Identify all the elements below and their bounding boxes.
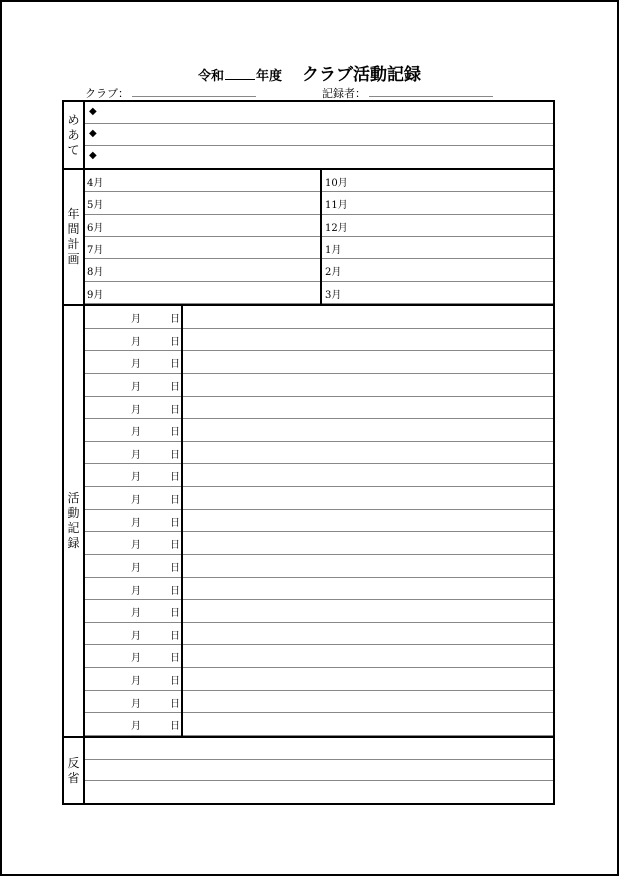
reflection-label — [64, 738, 85, 803]
plan-month-right[interactable]: 1月 — [325, 245, 342, 256]
plan-month-left[interactable]: 9月 — [87, 289, 104, 301]
activity-row[interactable] — [85, 442, 553, 465]
plan-month-left[interactable]: 7月 — [87, 245, 104, 256]
annual-plan-section — [62, 168, 555, 306]
day-label: 日 — [170, 562, 180, 574]
section-label-char: め — [67, 112, 80, 127]
goal-row[interactable] — [85, 124, 553, 146]
month-label: 月 — [131, 381, 141, 393]
annual-plan-rows — [85, 170, 553, 304]
month-label: 月 — [131, 359, 141, 371]
activity-row[interactable] — [85, 691, 553, 714]
section-label-char: 動 — [67, 506, 80, 520]
plan-row — [85, 215, 553, 237]
diamond-bullet-icon: ◆ — [89, 128, 97, 139]
activity-row[interactable] — [85, 487, 553, 510]
day-label: 日 — [170, 381, 180, 393]
month-label: 月 — [131, 540, 141, 552]
month-label: 月 — [131, 585, 141, 597]
day-label: 日 — [170, 314, 180, 325]
activity-row[interactable] — [85, 532, 553, 555]
section-label-char: 画 — [67, 252, 80, 266]
day-label: 日 — [170, 653, 180, 665]
recorder-label: 記録者： — [322, 87, 366, 100]
plan-row — [85, 259, 553, 281]
plan-month-left[interactable]: 6月 — [87, 222, 104, 234]
plan-month-left[interactable]: 5月 — [87, 200, 104, 212]
section-label-char: 年 — [67, 207, 80, 221]
reflection-rows — [85, 738, 553, 803]
reflection-section — [62, 736, 555, 805]
plan-month-left[interactable]: 8月 — [87, 267, 104, 279]
month-label: 月 — [131, 608, 141, 620]
activity-row[interactable] — [85, 600, 553, 623]
plan-month-right[interactable]: 11月 — [325, 200, 348, 212]
month-label: 月 — [131, 472, 141, 484]
activity-row[interactable] — [85, 419, 553, 442]
day-label: 日 — [170, 495, 180, 507]
day-label: 日 — [170, 585, 180, 597]
day-label: 日 — [170, 721, 180, 733]
month-label: 月 — [131, 721, 141, 733]
recorder-input[interactable] — [369, 86, 493, 97]
day-label: 日 — [170, 427, 180, 439]
activity-row[interactable] — [85, 329, 553, 352]
reflection-row[interactable] — [85, 738, 553, 760]
day-label: 日 — [170, 404, 180, 416]
month-label: 月 — [131, 517, 141, 529]
diamond-bullet-icon: ◆ — [89, 150, 97, 161]
month-label: 月 — [131, 314, 141, 325]
activity-row[interactable] — [85, 306, 553, 329]
goal-row[interactable] — [85, 146, 553, 168]
day-label: 日 — [170, 676, 180, 688]
goal-row[interactable] — [85, 102, 553, 124]
month-label: 月 — [131, 562, 141, 574]
section-label-char: 省 — [67, 770, 80, 785]
activity-row[interactable] — [85, 578, 553, 601]
plan-month-right[interactable]: 2月 — [325, 267, 342, 279]
section-label-char: 反 — [67, 755, 80, 770]
year-blank[interactable] — [225, 67, 255, 80]
day-label: 日 — [170, 449, 180, 461]
month-label: 月 — [131, 404, 141, 416]
activity-row[interactable] — [85, 645, 553, 668]
section-label-char: 活 — [67, 491, 80, 505]
activity-record-section — [62, 304, 555, 738]
plan-row — [85, 192, 553, 214]
activity-row[interactable] — [85, 397, 553, 420]
plan-month-left[interactable]: 4月 — [87, 178, 104, 189]
day-label: 日 — [170, 630, 180, 642]
month-label: 月 — [131, 630, 141, 642]
section-label-char: て — [67, 142, 80, 157]
day-label: 日 — [170, 472, 180, 484]
reflection-row[interactable] — [85, 781, 553, 803]
goals-label — [64, 102, 85, 168]
activity-row[interactable] — [85, 668, 553, 691]
day-label: 日 — [170, 698, 180, 710]
plan-month-right[interactable]: 3月 — [325, 289, 342, 301]
activity-row[interactable] — [85, 713, 553, 736]
plan-month-right[interactable]: 12月 — [325, 222, 348, 234]
activity-row[interactable] — [85, 351, 553, 374]
club-input[interactable] — [132, 86, 256, 97]
activity-row[interactable] — [85, 555, 553, 578]
section-label-char: 間 — [67, 222, 80, 236]
activity-row[interactable] — [85, 510, 553, 533]
plan-row — [85, 282, 553, 304]
activity-row[interactable] — [85, 464, 553, 487]
activity-record-rows — [85, 306, 553, 736]
month-label: 月 — [131, 698, 141, 710]
month-label: 月 — [131, 676, 141, 688]
section-label-char: 録 — [67, 536, 80, 550]
era-label: 令和 — [197, 69, 224, 84]
day-label: 日 — [170, 336, 180, 348]
day-label: 日 — [170, 517, 180, 529]
day-label: 日 — [170, 608, 180, 620]
month-label: 月 — [131, 336, 141, 348]
month-label: 月 — [131, 495, 141, 507]
reflection-row[interactable] — [85, 760, 553, 782]
month-label: 月 — [131, 449, 141, 461]
section-label-char: 記 — [67, 521, 80, 535]
month-label: 月 — [131, 653, 141, 665]
year-suffix: 年度 — [256, 69, 283, 84]
club-field — [85, 85, 256, 101]
activity-record-label — [64, 306, 85, 736]
club-label: クラブ： — [85, 87, 129, 100]
activity-row[interactable] — [85, 374, 553, 397]
plan-divider — [320, 170, 322, 304]
date-column-divider — [181, 306, 183, 736]
section-label-char: あ — [67, 127, 80, 142]
annual-plan-label — [64, 170, 85, 304]
diamond-bullet-icon: ◆ — [89, 106, 97, 117]
day-label: 日 — [170, 359, 180, 371]
plan-row — [85, 237, 553, 259]
goals-section — [62, 100, 555, 170]
month-label: 月 — [131, 427, 141, 439]
activity-row[interactable] — [85, 623, 553, 646]
page-title — [0, 60, 619, 85]
recorder-field — [322, 85, 493, 101]
day-label: 日 — [170, 540, 180, 552]
document-title: クラブ活動記録 — [302, 65, 422, 85]
section-label-char: 計 — [67, 237, 80, 251]
goals-rows — [85, 102, 553, 168]
plan-row — [85, 170, 553, 192]
plan-month-right[interactable]: 10月 — [325, 178, 348, 189]
